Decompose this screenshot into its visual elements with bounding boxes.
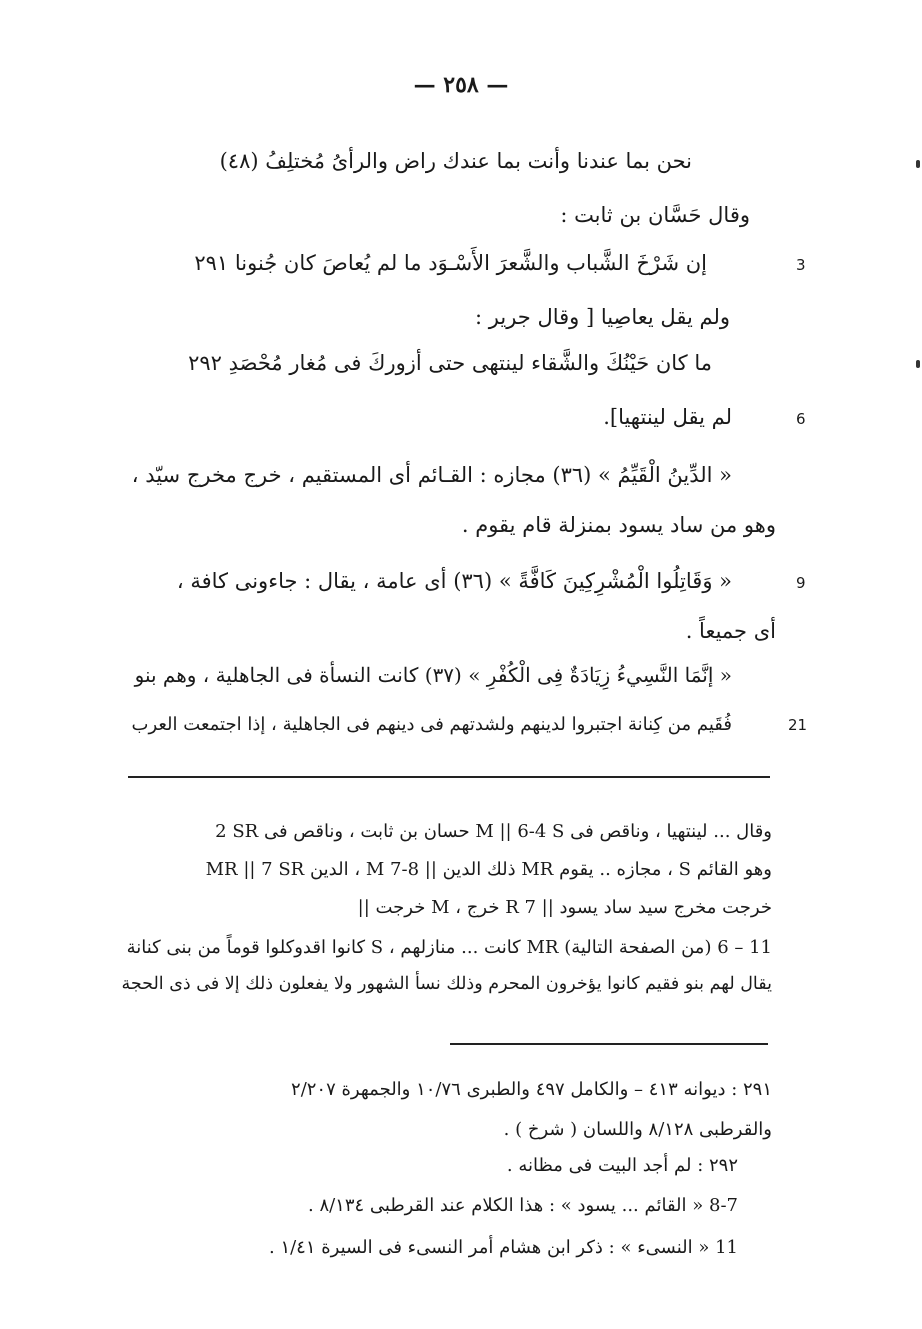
variant-line: 2 SR حسان بن ثابت ، وناقص فى M || 6-4 S وقال ... لينتهيا ، وناقص فى (215, 821, 772, 842)
scan-edge-mark (916, 160, 920, 168)
verse-line: ما كان حَيْنُكَ والشَّقاء لينتهى حتى أزوركَ فى مُغار مُحْصَدِ ٢٩٢ (188, 351, 712, 375)
separator-rule (450, 1043, 768, 1045)
separator-rule (128, 776, 770, 778)
line-number: 6 (796, 410, 806, 428)
note-line: ٢٩١ : ديوانه ٤١٣ – والكامل ٤٩٧ والطبرى ١٠/٧٦ والجمهرة ٢/٢٠٧ (291, 1079, 772, 1100)
scan-edge-mark (916, 360, 920, 368)
variant-line: 11 – 6 (من الصفحة التالية) MR كانت ... منازلهم ، S كانوا اقدوكلوا قوماً من بنى كنانة (126, 937, 772, 958)
body-line: ولم يقل يعاصِيا [ وقال جرير : (475, 305, 730, 329)
note-line: والقرطبى ٨/١٢٨ واللسان ( شرخ ) . (503, 1119, 772, 1140)
body-line: لم يقل لينتهيا]. (603, 405, 732, 429)
verse-line: إن شَرْخَ الشَّباب والشَّعرَ الأَسْـوَد ما لم يُعاصَ كان جُنونا ٢٩١ (194, 251, 707, 275)
body-line: وقال حَسَّان بن ثابت : (560, 203, 750, 227)
line-number: 21 (788, 716, 808, 734)
verse-line: نحن بما عندنا وأنت بما عندك راض والرأىُ مُختلِفُ (٤٨) (219, 149, 692, 173)
body-line: « وَقَاتِلُوا الْمُشْرِكِينَ كَافَّةً » (٣٦) أى عامة ، يقال : جاءونى كافة ، (176, 569, 732, 593)
page-number: — ٢٥٨ — (413, 72, 509, 98)
line-number: 3 (796, 256, 806, 274)
body-line: وهو من ساد يسود بمنزلة قام يقوم . (461, 513, 776, 537)
note-line: 8-7 « القائم ... يسود » : هذا الكلام عند القرطبى ٨/١٣٤ . (308, 1195, 738, 1216)
line-number: 9 (796, 574, 806, 592)
variant-line: خرجت مخرج سيد ساد يسود || 7 R خرج ، M خرجت || (357, 897, 772, 918)
body-line: « الدِّينُ الْقَيِّمُ » (٣٦) مجازه : القـائم أى المستقيم ، خرج مخرج سيّد ، (131, 463, 732, 487)
note-line: ٢٩٢ : لم أجد البيت فى مظانه . (506, 1155, 738, 1176)
variant-line: MR || 7 SR الدين ، M ذلك الدين || 8-7 MR مجازه .. يقوم ، S وهو القائم (205, 859, 772, 880)
body-line: أى جميعاً . (685, 619, 776, 643)
note-line: 11 « النسىء » : ذكر ابن هشام أمر النسىء فى السيرة ١/٤١ . (269, 1237, 738, 1258)
body-line: « إنَّمَا النَّسِيءُ زِيَادَةٌ فِى الْكُفْرِ » (٣٧) كانت النسأة فى الجاهلية ، وهم بنو (134, 663, 732, 687)
body-line: فُقَيم من كِنانة اجتبروا لدينهم ولشدتهم فى دينهم فى الجاهلية ، إذا اجتمعت العرب (131, 714, 732, 735)
variant-line: يقال لهم بنو فقيم كانوا يؤخرون المحرم وذلك نسأ الشهور ولا يفعلون ذلك إلا فى ذى الحجة (121, 974, 772, 994)
